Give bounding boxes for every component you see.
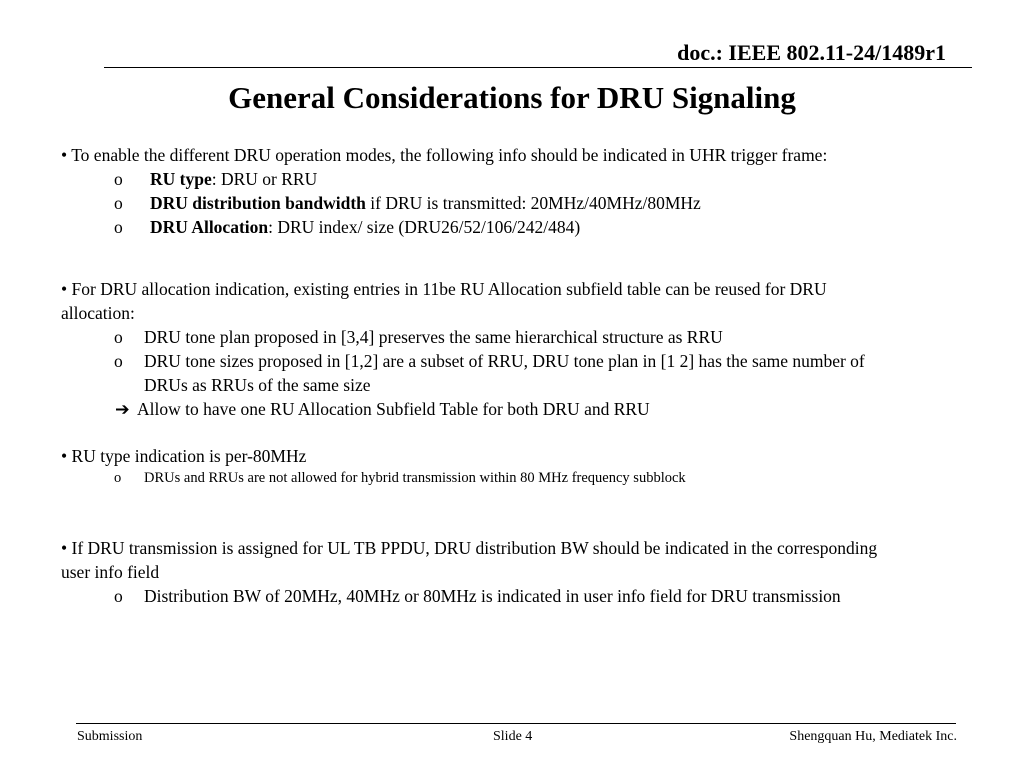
bullet-3-text: RU type indication is per-80MHz	[71, 446, 307, 466]
bullet-2-text: For DRU allocation indication, existing entries in 11be RU Allocation subfield table can be reused for DRU	[71, 279, 827, 299]
sub-marker: o	[114, 169, 123, 189]
sub-marker: o	[114, 351, 123, 371]
dru-allocation-text: : DRU index/ size (DRU26/52/106/242/484)	[268, 217, 581, 237]
bullet-3-sub-1-text: DRUs and RRUs are not allowed for hybrid transmission within 80 MHz frequency subblock	[144, 470, 686, 486]
header-divider	[104, 67, 972, 68]
footer-slide-number: Slide 4	[493, 729, 533, 744]
ru-type-text: : DRU or RRU	[211, 169, 318, 189]
dru-allocation-label: DRU Allocation	[150, 217, 269, 237]
bullet-marker: •	[61, 538, 68, 558]
dru-bw-text: if DRU is transmitted: 20MHz/40MHz/80MHz	[365, 193, 701, 213]
bullet-marker: •	[61, 145, 68, 165]
bullet-2-line-2: allocation:	[61, 303, 135, 323]
sub-marker: o	[114, 327, 123, 347]
footer-submission: Submission	[77, 729, 143, 744]
bullet-4-line-1	[61, 538, 877, 559]
bullet-1	[61, 145, 827, 166]
bullet-marker: •	[61, 446, 68, 466]
bullet-2-sub-2-text-cont: DRUs as RRUs of the same size	[144, 375, 371, 395]
sub-marker: o	[114, 193, 123, 213]
bullet-marker: •	[61, 279, 68, 299]
bullet-2-sub-2-text: DRU tone sizes proposed in [1,2] are a subset of RRU, DRU tone plan in [1 2] has the same number of	[144, 351, 865, 371]
bullet-2-sub-1-text: DRU tone plan proposed in [3,4] preserves the same hierarchical structure as RRU	[144, 327, 723, 347]
bullet-4-line-2: user info field	[61, 562, 160, 582]
arrow-icon: ➔	[115, 399, 130, 419]
bullet-1-text: To enable the different DRU operation modes, the following info should be indicated in UHR trigger frame:	[71, 145, 828, 165]
bullet-4-text: If DRU transmission is assigned for UL TB PPDU, DRU distribution BW should be indicated in the corresponding	[71, 538, 878, 558]
slide-title: General Considerations for DRU Signaling	[228, 80, 796, 115]
footer-author: Shengquan Hu, Mediatek Inc.	[789, 729, 957, 744]
footer-divider	[76, 723, 956, 724]
conclusion-text: Allow to have one RU Allocation Subfield Table for both DRU and RRU	[137, 399, 650, 419]
ru-type-label: RU type	[150, 169, 212, 189]
bullet-4-sub-1-text: Distribution BW of 20MHz, 40MHz or 80MHz is indicated in user info field for DRU transmission	[144, 586, 841, 606]
bullet-3	[61, 446, 306, 467]
doc-id: doc.: IEEE 802.11-24/1489r1	[677, 40, 946, 65]
sub-marker: o	[114, 217, 123, 237]
sub-marker: o	[114, 586, 123, 606]
dru-bw-label: DRU distribution bandwidth	[150, 193, 366, 213]
bullet-2-line-1	[61, 279, 827, 300]
sub-marker: o	[114, 470, 122, 486]
